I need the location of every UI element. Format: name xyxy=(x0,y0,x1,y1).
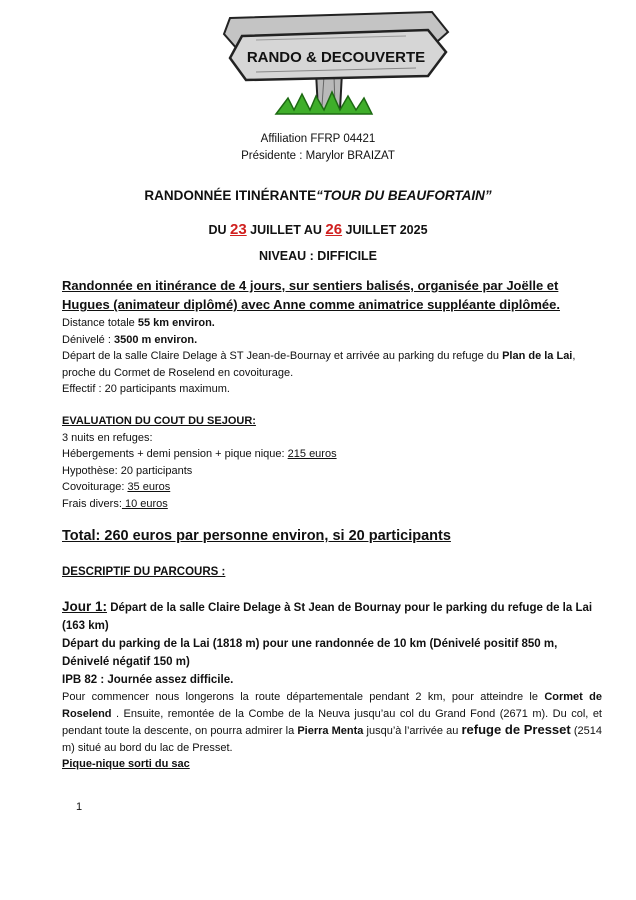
jour1-text1: Pour commencer nous longerons la route départementale pendant 2 km, pour atteindre le xyxy=(62,691,545,703)
jour1-description xyxy=(62,689,602,756)
jour1-text3: jusqu’à l’arrivée au xyxy=(363,725,462,737)
affiliation-text: Affiliation FFRP 04421 xyxy=(260,133,376,145)
total-line: Total: 260 euros par personne environ, si 20 participants xyxy=(62,528,451,544)
date-day-end: 26 xyxy=(325,221,343,238)
jour1-heading xyxy=(62,598,602,635)
hypothese-line: Hypothèse: 20 participants xyxy=(62,464,193,477)
jour1-text2: . Ensuite, remontée de la Combe de la Neuva jusqu’au col du Grand Fond (2671 m). Du col, et pendant toute la descente, on pourra admirer la xyxy=(62,707,602,737)
depart-line xyxy=(62,348,602,381)
frais-value: 10 euros xyxy=(121,497,168,510)
intro-heading: Randonnée en itinérance de 4 jours, sur sentiers balisés, organisée par Joëlle et Hugues (animateur diplômé) avec Anne comme animatrice suppléante diplômée. xyxy=(62,278,560,312)
title-main: RANDONNÉE ITINÉRANTE xyxy=(144,188,317,203)
evaluation-section xyxy=(62,413,602,512)
page-number: 1 xyxy=(76,801,83,813)
presidente-text: Présidente : Marylor BRAIZAT xyxy=(241,150,395,162)
effectif-line: Effectif : 20 participants maximum. xyxy=(62,383,230,395)
jour1-pique-nique: Pique-nique sorti du sac xyxy=(62,758,190,770)
depart-end: , proche du Cormet de Roselend en covoiturage. xyxy=(62,350,576,379)
logo-text: RANDO & DECOUVERTE xyxy=(246,49,426,66)
jour1-refuge: refuge de Presset xyxy=(461,722,571,737)
intro-details xyxy=(62,315,602,398)
distance-value: 55 km environ. xyxy=(137,317,215,329)
distance-label: Distance totale xyxy=(62,317,138,329)
jour1-label: Jour 1: xyxy=(62,599,108,614)
dates-line xyxy=(0,221,636,238)
frais-line xyxy=(62,496,602,513)
depart-text: Départ de la salle Claire Delage à ST Jean-de-Bournay et arrivée au parking du refuge du xyxy=(62,350,503,362)
denivele-line xyxy=(62,332,602,349)
title-sub: “TOUR DU BEAUFORTAIN” xyxy=(316,188,492,203)
jour1-line2: Départ du parking de la Lai (1818 m) pour une randonnée de 10 km (Dénivelé positif 850 m, Dénivelé négatif 150 m) xyxy=(62,638,558,668)
dates-mid: JUILLET AU xyxy=(246,223,326,237)
jour1-line1: Départ de la salle Claire Delage à St Jean de Bournay pour le parking du refuge de la Lai (163 km) xyxy=(62,602,593,632)
jour1-section xyxy=(62,598,602,773)
covoiturage-label: Covoiturage: xyxy=(62,481,128,493)
hebergement-line xyxy=(62,446,602,463)
evaluation-heading: EVALUATION DU COUT DU SEJOUR: xyxy=(62,415,256,427)
jour1-ipb: IPB 82 : Journée assez difficile. xyxy=(62,674,234,686)
frais-label: Frais divers: xyxy=(62,497,122,510)
page-title xyxy=(0,188,636,203)
covoiturage-line xyxy=(62,479,602,496)
dates-du: DU xyxy=(208,223,230,237)
jour1-cormet: Cormet de Roselend xyxy=(62,691,602,720)
date-day-start: 23 xyxy=(229,221,247,238)
distance-line xyxy=(62,315,602,332)
niveau-line: NIVEAU : DIFFICILE xyxy=(258,249,378,263)
rando-decouverte-logo xyxy=(216,10,452,120)
jour1-pierra: Pierra Menta xyxy=(297,725,364,737)
depart-place: Plan de la Lai xyxy=(502,350,573,362)
denivele-value: 3500 m environ. xyxy=(113,333,198,346)
jour1-text4: (2514 m) situé au bord du lac de Presset. xyxy=(62,725,602,754)
hebergement-value: 215 euros xyxy=(287,448,337,460)
nuits-line: 3 nuits en refuges: xyxy=(62,431,153,444)
dates-end: JUILLET 2025 xyxy=(342,223,428,237)
covoiturage-value: 35 euros xyxy=(127,481,171,493)
hebergement-label: Hébergements + demi pension + pique nique: xyxy=(62,448,288,460)
descriptif-heading: DESCRIPTIF DU PARCOURS : xyxy=(62,566,226,578)
denivele-label: Dénivelé : xyxy=(62,333,114,346)
affiliation-block xyxy=(0,131,636,165)
